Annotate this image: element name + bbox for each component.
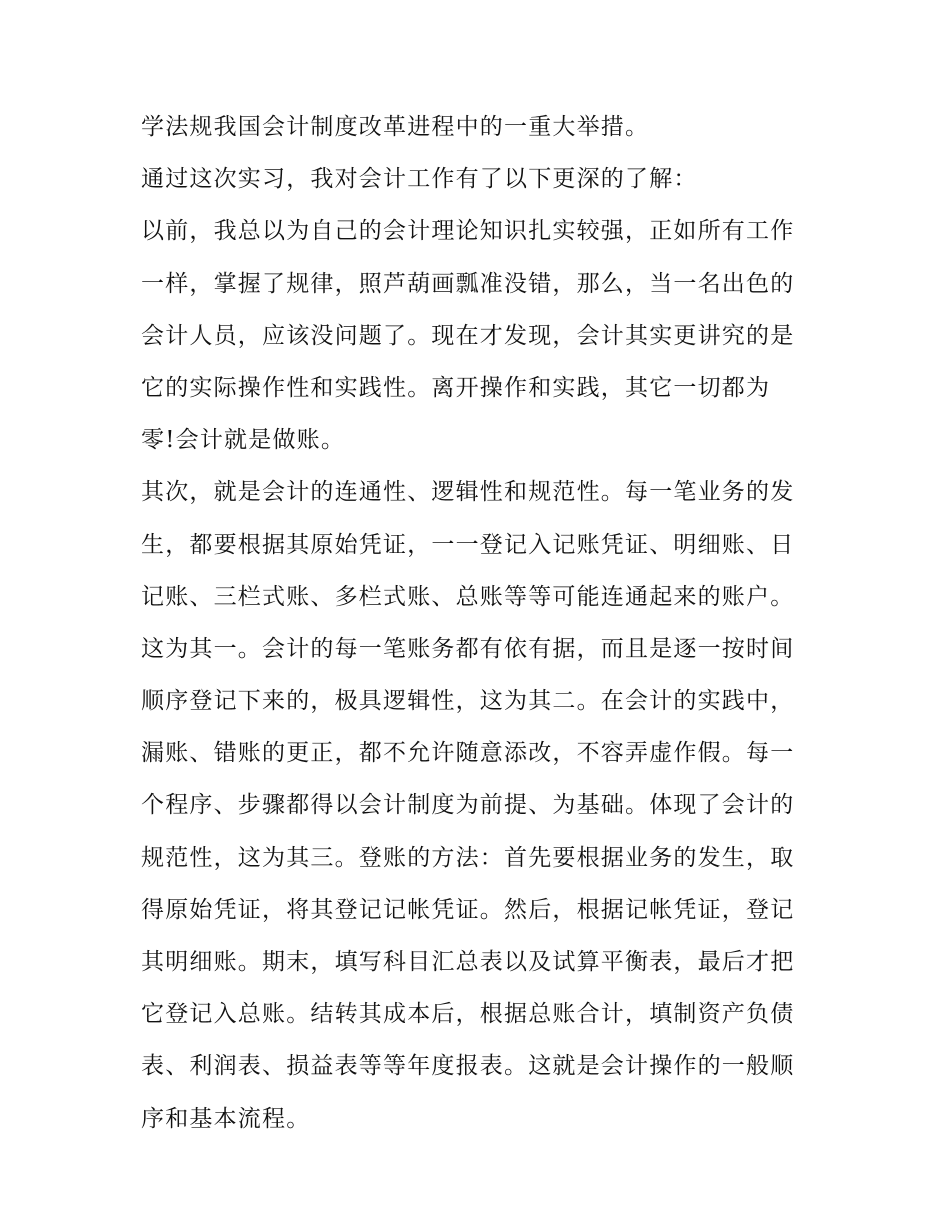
text-line: 会计人员，应该没问题了。现在才发现，会计其实更讲究的是 — [141, 322, 795, 349]
text-line: 通过这次实习，我对会计工作有了以下更深的了解： — [141, 166, 698, 193]
text-line: 其明细账。期末，填写科目汇总表以及试算平衡表，最后才把 — [141, 949, 795, 975]
text-line: 以前，我总以为自己的会计理论知识扎实较强，正如所有工作 — [141, 218, 795, 245]
text-line: 生，都要根据其原始凭证，一一登记入记账凭证、明细账、日 — [141, 531, 795, 558]
text-line: 漏账、错账的更正，都不允许随意添改，不容弄虚作假。每一 — [141, 740, 795, 767]
text-line: 它登记入总账。结转其成本后，根据总账合计，填制资产负债 — [141, 1001, 795, 1028]
text-line: 这为其一。会计的每一笔账务都有依有据，而且是逐一按时间 — [141, 635, 795, 662]
text-line: 零!会计就是做账。 — [141, 427, 346, 454]
body-text — [141, 101, 821, 1145]
text-line: 得原始凭证，将其登记记帐凭证。然后，根据记帐凭证，登记 — [141, 896, 795, 923]
text-line: 一样，掌握了规律，照芦葫画瓢准没错，那么，当一名出色的 — [141, 270, 795, 297]
text-line: 规范性，这为其三。登账的方法：首先要根据业务的发生，取 — [141, 844, 795, 871]
text-line: 顺序登记下来的，极具逻辑性，这为其二。在会计的实践中， — [141, 688, 795, 715]
text-line: 其次，就是会计的连通性、逻辑性和规范性。每一笔业务的发 — [141, 479, 795, 506]
text-line: 学法规我国会计制度改革进程中的一重大举措。 — [141, 114, 650, 140]
text-line: 个程序、步骤都得以会计制度为前提、为基础。体现了会计的 — [141, 792, 795, 819]
text-line: 表、利润表、损益表等等年度报表。这就是会计操作的一般顺 — [141, 1053, 795, 1080]
text-line: 序和基本流程。 — [141, 1105, 311, 1132]
text-line: 记账、三栏式账、多栏式账、总账等等可能连通起来的账户。 — [141, 583, 795, 610]
text-line: 它的实际操作性和实践性。离开操作和实践，其它一切都为 — [141, 374, 771, 401]
